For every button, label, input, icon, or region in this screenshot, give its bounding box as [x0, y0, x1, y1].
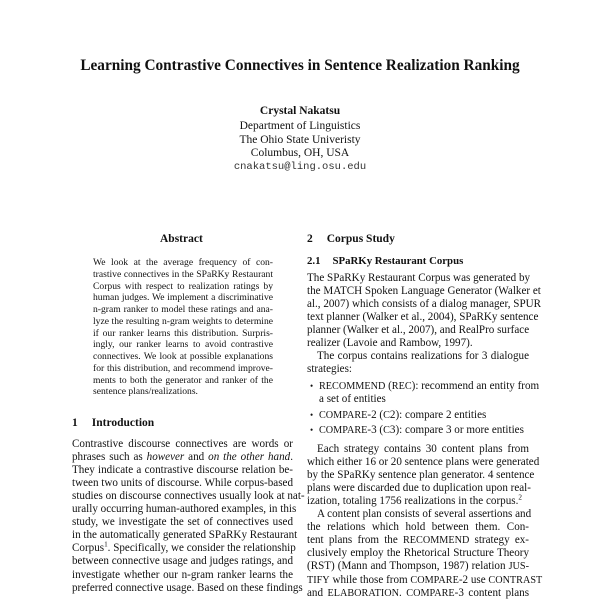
text-segment: COMPARE	[410, 574, 459, 586]
text-line: Contrastive discourse connectives are words or	[72, 437, 293, 450]
author-location: Columbus, OH, USA	[250, 147, 350, 159]
text-segment: REC	[391, 380, 412, 392]
text-line: al., 2007) which consists of a dialog manager, SPUR	[307, 297, 542, 310]
text-line: The SPaRKy Restaurant Corpus was generated by	[307, 271, 531, 284]
text-segment: COMPARE	[406, 587, 455, 599]
text-line	[319, 424, 529, 437]
text-segment: (RST) (Mann and Thompson, 1987) relation	[307, 560, 509, 573]
text-segment: COMPARE	[319, 425, 368, 437]
text-line: ingly, our ranker learns to avoid contrastive	[93, 339, 273, 351]
text-segment: and	[184, 450, 209, 463]
text-line: in the automatically generated SPaRKy Restaurant	[72, 529, 298, 542]
section-number: 2	[307, 233, 313, 245]
text-line: a set of entities	[319, 392, 386, 405]
text-segment: .	[398, 586, 407, 599]
subsection-heading	[307, 255, 463, 267]
text-line: Each strategy contains 30 content plans from	[317, 442, 529, 455]
author-name: Crystal Nakatsu	[259, 105, 341, 117]
text-line: planner (Walker et al., 2007), and RealPro surface	[307, 323, 530, 336]
text-segment: however	[146, 450, 185, 463]
text-segment: RECOMMEND	[319, 380, 386, 392]
text-line: They indicate a contrastive discourse relation be-	[72, 463, 293, 476]
text-line: We look at the average frequency of con-	[93, 257, 273, 268]
text-line: strategies:	[307, 363, 352, 376]
text-line	[307, 560, 529, 573]
footnote-marker[interactable]: 1	[104, 540, 108, 549]
text-line: preferred connective usage. Based on these findings	[72, 581, 303, 594]
section-number: 1	[72, 417, 78, 429]
text-line: realizer (Lavoie and Rambow, 1997).	[307, 337, 473, 349]
footnote-marker[interactable]: 2	[518, 493, 522, 502]
text-segment: on the other hand	[208, 450, 291, 463]
text-line: connectives. We look at possible explanations	[93, 351, 273, 362]
text-line: investigate whether our n-gram ranker learns the	[72, 568, 293, 581]
bullet-icon: •	[310, 425, 314, 436]
text-line: which either 16 or 20 sentence plans were generated	[307, 455, 540, 468]
section-corpus-study-heading	[307, 233, 395, 245]
text-line: clusively employ the Rhetorical Structure Theory	[307, 547, 529, 560]
author-department: Department of Linguistics	[239, 120, 361, 132]
text-line	[319, 409, 529, 422]
text-segment: TIFY	[307, 574, 330, 586]
text-line	[72, 540, 296, 555]
text-segment: C	[383, 409, 390, 421]
text-segment: and	[307, 586, 328, 599]
text-segment: 3): compare 3 or more entities	[389, 424, 524, 437]
section-title: Introduction	[91, 417, 155, 429]
text-line	[319, 379, 540, 393]
text-segment: strategy ex-	[469, 534, 529, 547]
text-segment: JUS-	[508, 561, 529, 573]
subsection-title: SPaRKy Restaurant Corpus	[332, 255, 464, 267]
text-line	[307, 534, 529, 547]
text-line	[72, 451, 293, 464]
text-line: the MATCH Spoken Language Generator (Walker et	[307, 284, 541, 297]
text-line	[307, 587, 529, 600]
text-segment: COMPARE	[319, 409, 368, 421]
text-segment: CONTRAST	[488, 574, 543, 586]
section-introduction-heading	[72, 417, 154, 429]
text-segment: . Specifically, we consider the relationship	[107, 542, 296, 555]
text-segment: ization, totaling 1756 realizations in the corpus.	[307, 494, 519, 507]
text-line: human judges. We implement a discriminative	[93, 292, 273, 304]
text-line	[307, 495, 529, 508]
text-line	[307, 573, 543, 587]
text-line: if our ranker learns this distribution. Surpris-	[93, 327, 273, 339]
text-segment: ): recommend an entity from	[411, 379, 540, 392]
text-line: urally occurring human-authored examples, in this	[72, 503, 297, 515]
text-segment: ELABORATION	[327, 587, 399, 599]
section-title: Corpus Study	[326, 233, 395, 245]
text-line: the relations which hold between them. Con-	[307, 521, 529, 534]
text-line: between connective usage and judges ratings, and	[72, 555, 293, 568]
text-line: text planner (Walker et al., 2004), SPaRKy sentence	[307, 310, 539, 323]
text-segment: -2 use	[458, 573, 489, 586]
text-line: studies on discourse connectives usually look at nat-	[72, 489, 305, 502]
text-segment: (	[385, 379, 392, 392]
text-line: lyze the resulting n-gram weights to determine	[93, 315, 273, 327]
text-line: plans were discarded due to duplication upon real-	[307, 481, 531, 494]
abstract-heading: Abstract	[160, 233, 203, 245]
text-line: sentence plans/realizations.	[93, 386, 198, 398]
text-segment: RECOMMEND	[402, 535, 470, 547]
bullet-icon: •	[310, 380, 314, 391]
text-line: ments to both the generator and ranker of the	[93, 374, 273, 386]
text-segment: C	[383, 425, 390, 437]
paper-title: Learning Contrastive Connectives in Sentence Realization Ranking	[80, 57, 520, 74]
text-segment: -2 (	[367, 408, 384, 421]
subsection-number: 2.1	[307, 255, 321, 267]
text-segment: -3 content plans	[454, 586, 530, 599]
text-line: for this distribution, and recommend improve-	[93, 362, 273, 374]
text-line: A content plan consists of several assertions and	[317, 508, 532, 520]
text-line: by the SPaRKy sentence plan generator. 4 sentence	[307, 468, 535, 481]
text-line: study, we investigate the set of connectives used	[72, 516, 293, 529]
text-segment: 2): compare 2 entities	[389, 408, 487, 421]
text-line: n-gram ranker to model these ratings and ana-	[93, 304, 273, 315]
text-line: The corpus contains realizations for 3 dialogue	[317, 350, 529, 363]
text-segment: -3 (	[367, 424, 384, 437]
bullet-icon: •	[310, 409, 314, 420]
text-segment: tent plans from the	[307, 534, 403, 547]
text-segment: .	[290, 450, 293, 463]
text-segment: phrases such as	[72, 450, 147, 463]
text-segment: Corpus	[72, 542, 105, 555]
author-email: cnakatsu@ling.osu.edu	[233, 161, 367, 173]
author-institution: The Ohio State Univeristy	[239, 134, 361, 146]
text-line: Corpus with respect to realization ratings by	[93, 280, 273, 292]
text-segment: while those from	[329, 573, 411, 586]
text-line: trastive connectives in the SPaRKy Restaurant	[93, 268, 273, 280]
text-line: tween two units of discourse. While corpus-based	[72, 476, 293, 489]
